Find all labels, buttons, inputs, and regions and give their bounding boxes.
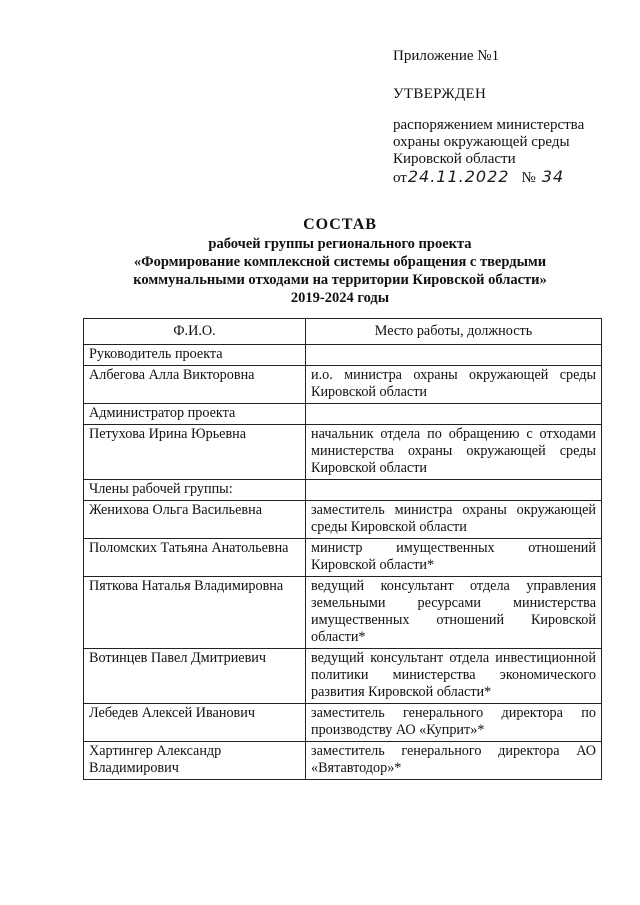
- date-prefix: от: [393, 170, 407, 186]
- title-line: 2019-2024 годы: [290, 290, 390, 306]
- name-cell: Вотинцев Павел Дмитриевич: [84, 649, 306, 704]
- table-row: [84, 649, 602, 704]
- table-header-row: [84, 319, 602, 345]
- approved-label: УТВЕРЖДЕН: [393, 86, 487, 102]
- name-cell: Администратор проекта: [84, 404, 306, 425]
- position-cell: ведущий консультант отдела управления земельными ресурсами министерства имущественных отношений Кировской области*: [306, 577, 602, 649]
- position-cell: заместитель генерального директора по производству АО «Куприт»*: [306, 704, 602, 742]
- position-cell: начальник отдела по обращению с отходами министерства охраны окружающей среды Кировской области: [306, 425, 602, 480]
- name-cell: Женихова Ольга Васильевна: [84, 501, 306, 539]
- name-cell: Поломских Татьяна Анатольевна: [84, 539, 306, 577]
- name-cell: Пяткова Наталья Владимировна: [84, 577, 306, 649]
- column-header-position: Место работы, должность: [306, 319, 602, 345]
- table-row: [84, 704, 602, 742]
- table-row: [84, 425, 602, 480]
- appendix-label: Приложение №1: [393, 48, 500, 64]
- document-title: [110, 216, 570, 307]
- position-cell: министр имущественных отношений Кировской области*: [306, 539, 602, 577]
- name-cell: Руководитель проекта: [84, 345, 306, 366]
- position-cell: [306, 345, 602, 366]
- table-row: [84, 404, 602, 425]
- members-table: [83, 318, 602, 780]
- name-cell: Албегова Алла Викторовна: [84, 366, 306, 404]
- handwritten-number: 34: [541, 167, 565, 186]
- name-cell: Хартингер Александр Владимирович: [84, 742, 306, 780]
- title-line: «Формирование комплексной системы обращения с твердыми: [133, 254, 547, 270]
- position-cell: [306, 404, 602, 425]
- approval-order: [393, 117, 608, 187]
- position-cell: ведущий консультант отдела инвестиционной политики министерства экономического развития Кировской области*: [306, 649, 602, 704]
- position-cell: заместитель генерального директора АО «Вятавтодор»*: [306, 742, 602, 780]
- table-row: [84, 366, 602, 404]
- position-cell: [306, 480, 602, 501]
- title-line: рабочей группы регионального проекта: [208, 236, 472, 252]
- position-cell: и.о. министра охраны окружающей среды Кировской области: [306, 366, 602, 404]
- table-row: [84, 480, 602, 501]
- name-cell: Члены рабочей группы:: [84, 480, 306, 501]
- table-row: [84, 577, 602, 649]
- table-row: [84, 501, 602, 539]
- handwritten-date: 24.11.2022: [407, 167, 510, 186]
- number-label: №: [521, 170, 536, 186]
- table-row: [84, 345, 602, 366]
- table-row: [84, 742, 602, 780]
- name-cell: Петухова Ирина Юрьевна: [84, 425, 306, 480]
- title-line: коммунальными отходами на территории Кировской области»: [133, 272, 547, 288]
- title-main: СОСТАВ: [303, 216, 377, 233]
- column-header-name: Ф.И.О.: [84, 319, 306, 345]
- name-cell: Лебедев Алексей Иванович: [84, 704, 306, 742]
- order-line: Кировской области: [393, 151, 516, 167]
- order-line: распоряжением министерства: [393, 117, 585, 133]
- order-line: охраны окружающей среды: [393, 134, 570, 150]
- position-cell: заместитель министра охраны окружающей среды Кировской области: [306, 501, 602, 539]
- order-date-line: [393, 168, 608, 187]
- table-row: [84, 539, 602, 577]
